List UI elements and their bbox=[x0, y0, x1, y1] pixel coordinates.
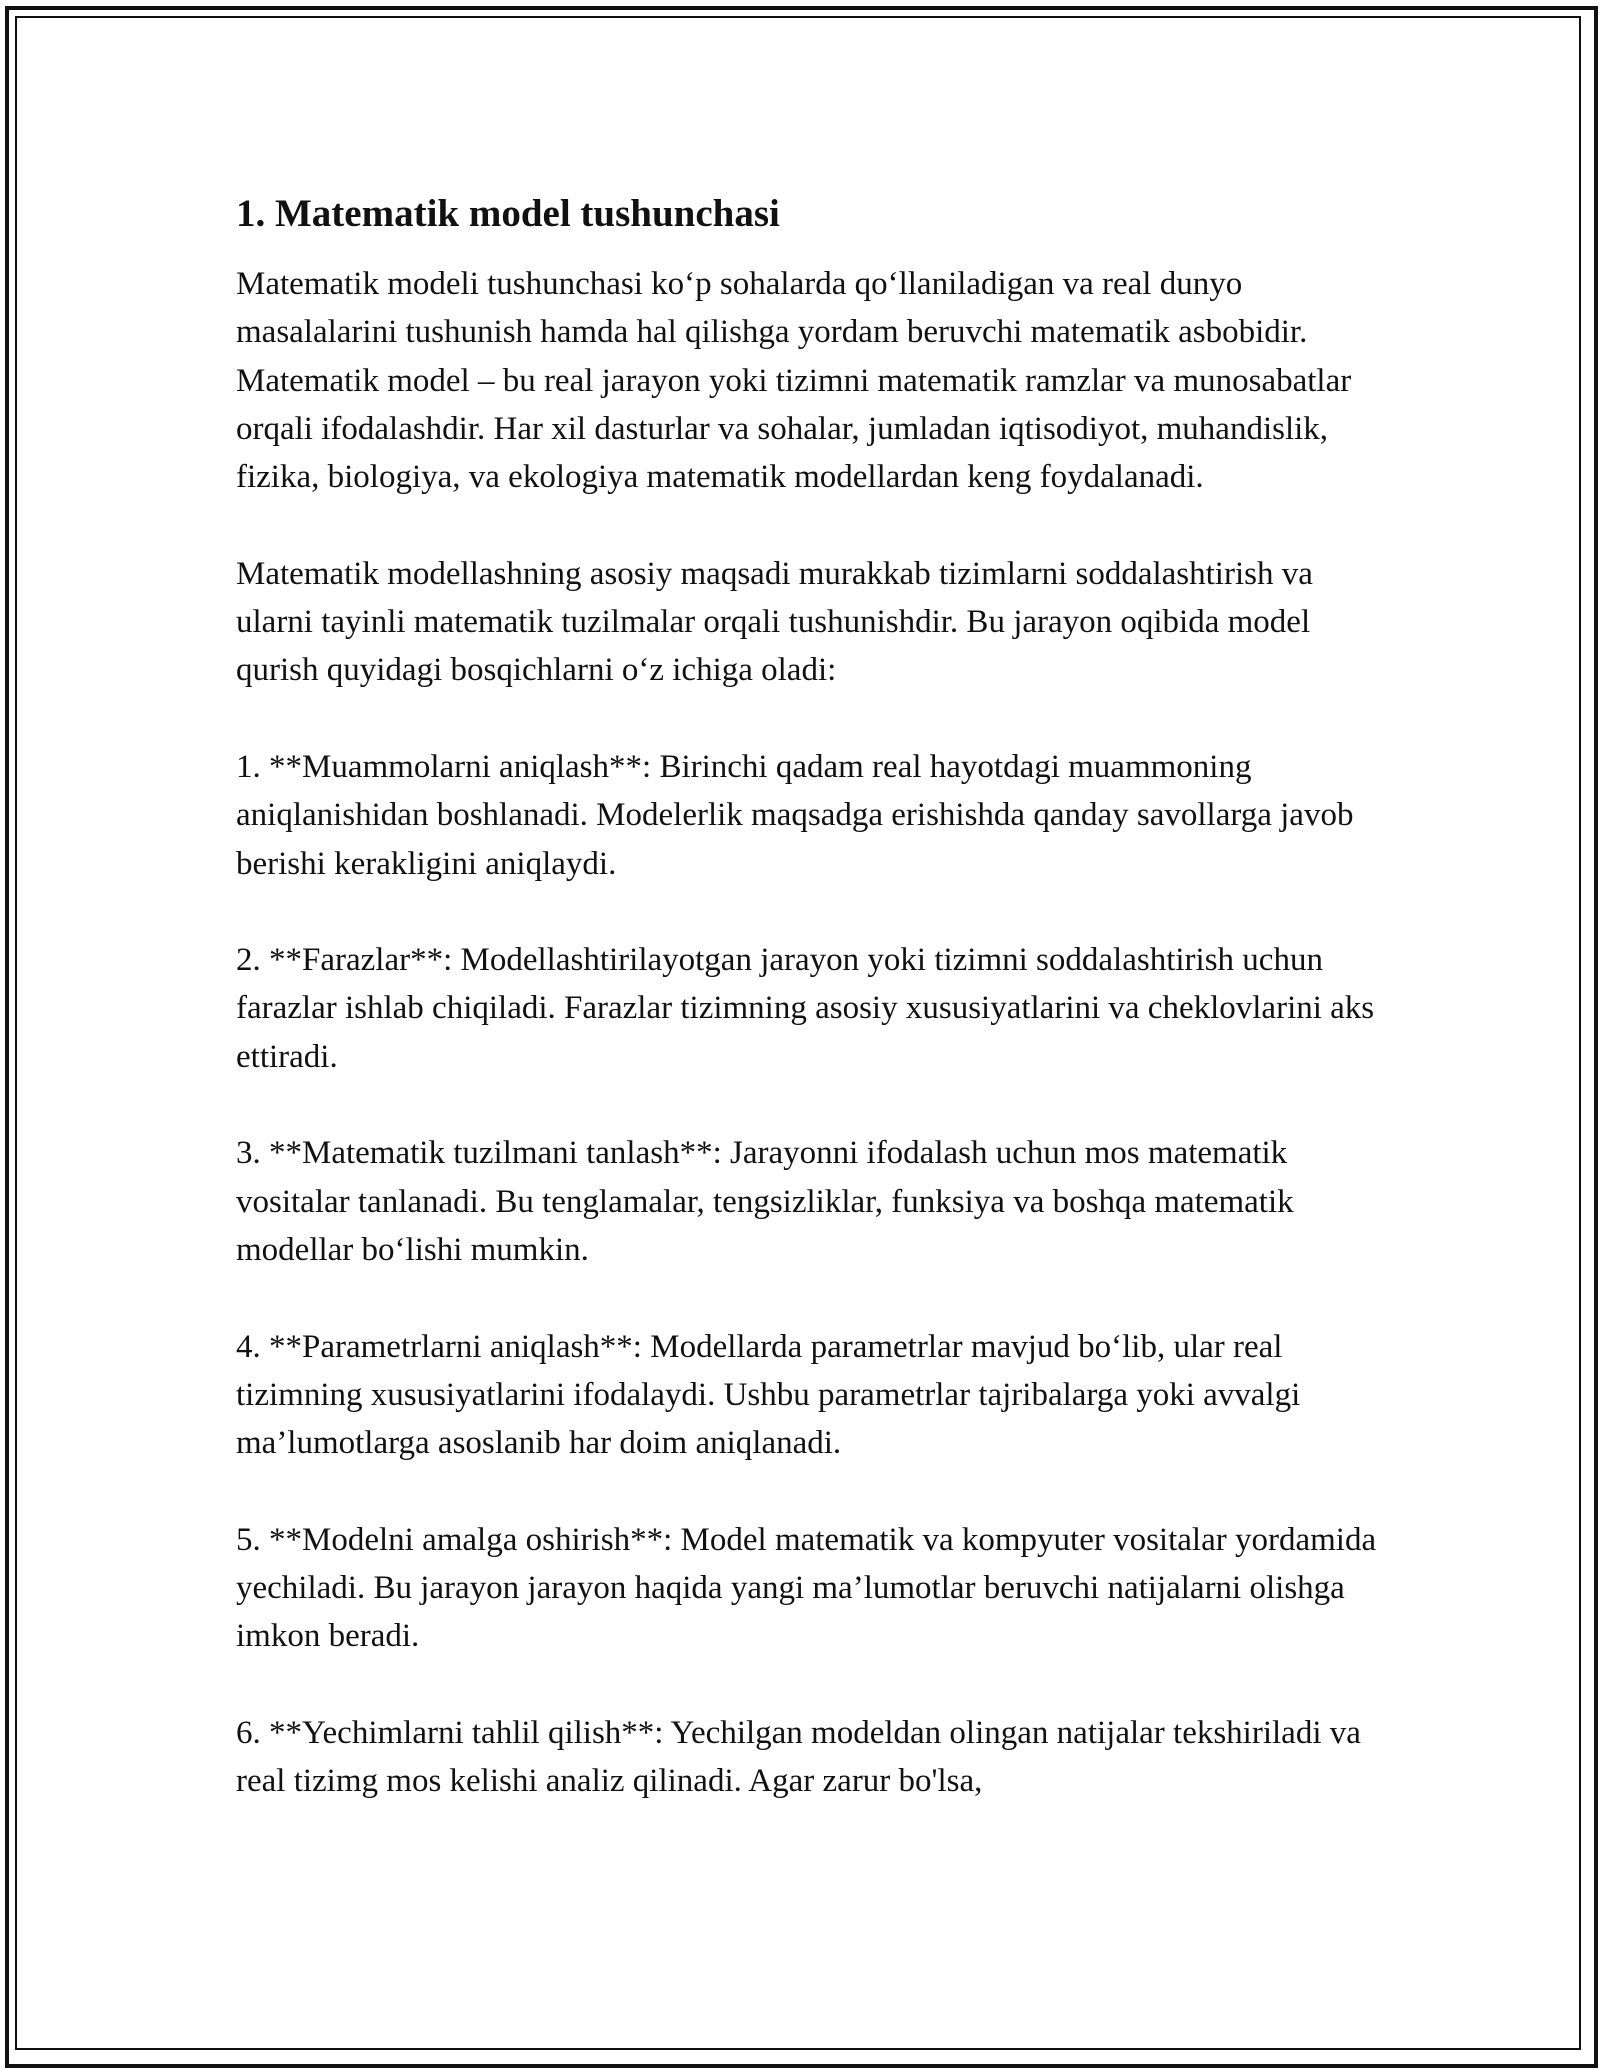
list-item-step-4: 4. **Parametrlarni aniqlash**: Modellarda parametrlar mavjud bo‘lib, ular real tizimning xususiyatlarini ifodalaydi. Ushbu parametrlar tajribalarga yoki avvalgi ma’lumotlarga asoslanib har doim aniqlanadi. bbox=[236, 1328, 1301, 1462]
section-heading: 1. Matematik model tushunchasi bbox=[236, 192, 780, 235]
paragraph-intro: Matematik modeli tushunchasi ko‘p sohalarda qo‘llaniladigan va real dunyo masalalarini tushunish hamda hal qilishga yordam beruvchi matematik asbobidir. Matematik model – bu real jarayon yoki tizimni matematik ramzlar va munosabatlar orqali ifodalashdir. Har xil dasturlar va sohalar, jumladan iqtisodiyot, muhandislik, fizika, biologiya, va ekologiya matematik modellardan keng foydalanadi. bbox=[236, 266, 1352, 496]
list-item-step-3: 3. **Matematik tuzilmani tanlash**: Jarayonni ifodalash uchun mos matematik vositalar tanlanadi. Bu tenglamalar, tengsizliklar, funksiya va boshqa matematik modellar bo‘lishi mumkin. bbox=[236, 1135, 1294, 1268]
list-item-step-2: 2. **Farazlar**: Modellashtirilayotgan jarayon yoki tizimni soddalashtirish uchun farazlar ishlab chiqiladi. Farazlar tizimning asosiy xususiyatlarini va cheklovlarini aks ettiradi. bbox=[236, 942, 1375, 1075]
paragraph-purpose: Matematik modellashning asosiy maqsadi murakkab tizimlarni soddalashtirish va ularni tayinli matematik tuzilmalar orqali tushunishdir. Bu jarayon oqibida model qurish quyidagi bosqichlarni o‘z ichiga oladi: bbox=[236, 555, 1313, 689]
list-item-step-5: 5. **Modelni amalga oshirish**: Model matematik va kompyuter vositalar yordamida yechiladi. Bu jarayon jarayon haqida yangi ma’lumotlar beruvchi natijalarni olishga imkon beradi. bbox=[236, 1521, 1377, 1655]
list-item-step-1: 1. **Muammolarni aniqlash**: Birinchi qadam real hayotdagi muammoning aniqlanishidan boshlanadi. Modelerlik maqsadga erishishda qanday savollarga javob berishi kerakligini aniqlaydi. bbox=[236, 748, 1354, 882]
document-body bbox=[236, 188, 1386, 1806]
list-item-step-6: 6. **Yechimlarni tahlil qilish**: Yechilgan modeldan olingan natijalar tekshiriladi va real tizimg mos kelishi analiz qilinadi. Agar zarur bo'lsa, bbox=[236, 1714, 1361, 1800]
